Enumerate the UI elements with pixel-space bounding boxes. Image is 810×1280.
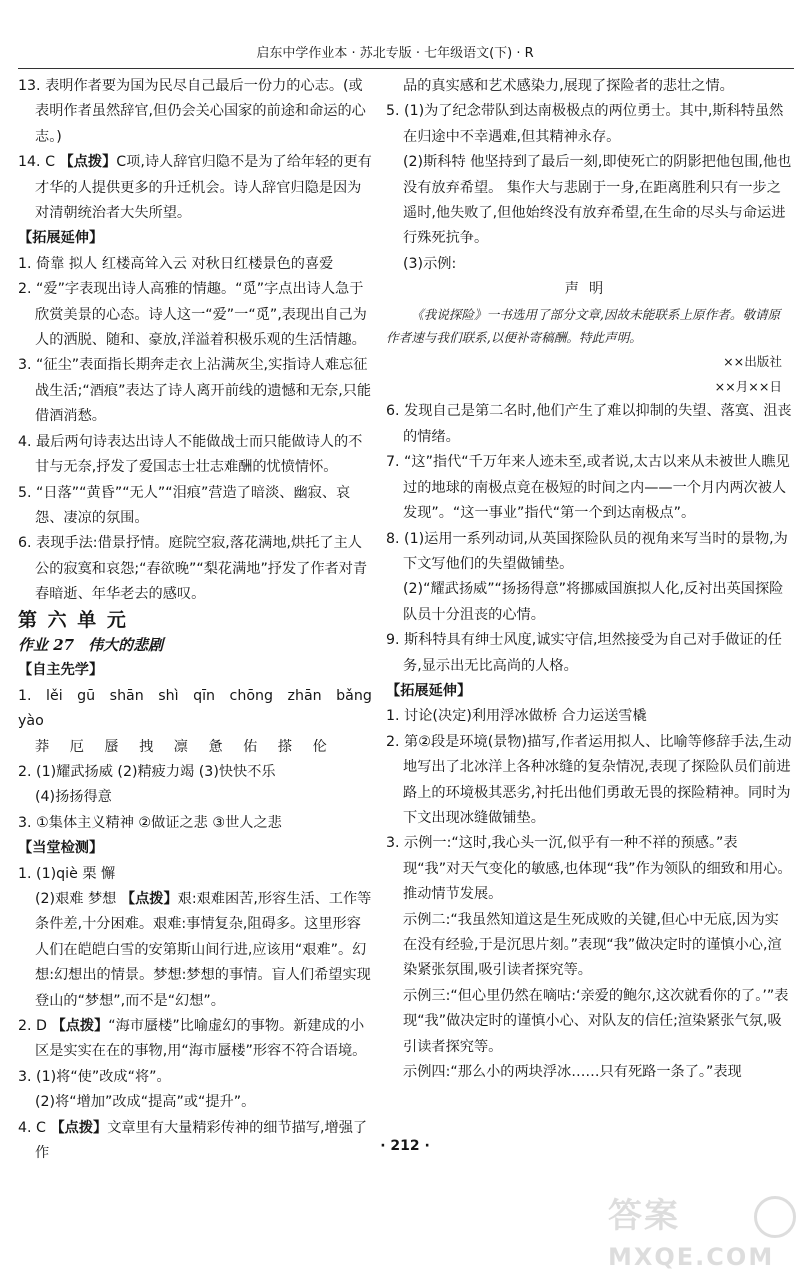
right-column	[386, 74, 792, 1085]
header-divider	[18, 68, 794, 69]
pinyin-line: 1. lěi gū shān shì qīn chōng zhān bǎng yào	[18, 687, 372, 730]
left-column	[18, 74, 373, 1166]
extension-answer-5: 5. “日落”“黄昏”“无人”“泪痕”营造了暗淡、幽寂、哀怨、凄凉的氛围。	[18, 484, 351, 526]
answer-9: 9. 斯科特具有绅士风度,诚实守信,坦然接受为自己对手做证的任务,显示出无比高尚的人格。	[386, 632, 782, 674]
declaration-body: 《我说探险》一书选用了部分文章,因故未能联系上原作者。敬请原作者速与我们联系,以便补寄稿酬。特此声明。	[386, 306, 781, 345]
section-header-extension-right: 【拓展延伸】	[386, 682, 472, 699]
answer-6: 6. 发现自己是第二名时,他们产生了难以抑制的失望、落寞、沮丧的情绪。	[386, 403, 792, 445]
hint-tag: 【点拨】	[51, 1018, 109, 1035]
check-answer-1b	[18, 887, 373, 1014]
extension-answer-3-example-1: 3. 示例一:“这时,我心头一沉,似乎有一种不祥的预感。”表现“我”对天气变化的敏感,也体现“我”作为领队的细致和用心。推动情节发展。	[386, 835, 792, 903]
extension-answer-3-example-4: 示例四:“那么小的两块浮冰……只有死路一条了。”表现	[403, 1064, 742, 1081]
answer-5-1: 5. (1)为了纪念带队到达南极极点的两位勇士。其中,斯科特虽然在归途中不幸遇难,但其精神永存。	[386, 103, 784, 145]
running-header: 启东中学作业本 · 苏北专版 · 七年级语文(下) · R	[256, 46, 534, 61]
continued-text: 品的真实感和艺术感染力,展现了探险者的悲壮之情。	[403, 78, 734, 94]
check-answer-1b-pre: (2)艰难 梦想	[35, 891, 117, 907]
extension-answer-2: 2. “爱”字表现出诗人高雅的情趣。“觅”字点出诗人急于欣赏美景的心态。诗人这一“爱”一“觅”,表现出自己为人的洒脱、随和、豪放,洋溢着积极乐观的生活情趣。	[18, 281, 367, 349]
check-answer-4-text: 文章里有大量精彩传神的细节描写,增强了作	[35, 1119, 368, 1162]
watermark-logo	[608, 1190, 798, 1276]
check-answer-4-pre: 4. C	[18, 1119, 46, 1136]
section-header-extension: 【拓展延伸】	[18, 230, 104, 247]
answer-14-text: C项,诗人辞官归隐不是为了给年轻的更有才华的人提供更多的升迁机会。诗人辞官归隐是因为对清朝统治者大失所望。	[35, 154, 372, 222]
answer-8-2: (2)“耀武扬威”“扬扬得意”将挪威国旗拟人化,反衬出英国探险队员十分沮丧的心情。	[403, 581, 784, 623]
declaration-date: ××月××日	[714, 379, 782, 395]
check-answer-3a: 3. (1)将“使”改成“将”。	[18, 1068, 171, 1085]
answer-13: 13. 表明作者要为国为民尽自己最后一份力的心志。(或表明作者虽然辞官,但仍会关心国家的前途和命运的心志。)	[18, 78, 366, 145]
answer-5-2: (2)斯科特 他坚持到了最后一刻,即使死亡的阴影把他包围,他也没有放弃希望。 集作大与悲剧于一身,在距离胜利只有一步之遥时,他失败了,但他始终没有放弃希望,在生命的尽头与命运进行殊死抗争。	[403, 154, 792, 247]
answer-5-3: (3)示例:	[403, 255, 457, 272]
homework-name: 伟大的悲剧	[88, 635, 164, 654]
extension-answer-3-example-3: 示例三:“但心里仍然在嘀咕:‘亲爱的鲍尔,这次就看你的了。’”表现“我”做决定时的谨慎小心、对队友的信任;渲染紧张气氛,吸引读者探究等。	[403, 987, 789, 1055]
prestudy-answer-2: 2. (1)耀武扬威 (2)精疲力竭 (3)快快不乐	[18, 763, 276, 780]
section-header-prestudy: 【自主先学】	[18, 662, 104, 679]
page-number: · 212 ·	[380, 1138, 430, 1154]
check-answer-1a: 1. (1)qiè 栗 懈	[18, 865, 116, 882]
check-answer-1b-text: 艰:艰难困苦,形容生活、工作等条件差,十分困难。艰难:事情复杂,阻碍多。这里形容人们在皑皑白雪的安第斯山间行进,应该用“艰难”。幻想:幻想出的情景。梦想:梦想的事情。盲人们希望实现登山的“梦想”,而不是“幻想”。	[35, 891, 372, 1009]
watermark-badge-icon	[754, 1196, 796, 1238]
prestudy-answer-3: 3. ①集体主义精神 ②做证之悲 ③世人之悲	[18, 814, 282, 831]
hint-tag: 【点拨】	[120, 891, 178, 907]
pinyin-characters: 莽 厄 蜃 拽 凛 惫 佑 搽 伦	[35, 738, 328, 755]
prestudy-answer-2b: (4)扬扬得意	[35, 789, 112, 806]
check-answer-2-pre: 2. D	[18, 1018, 47, 1035]
declaration-org: ××出版社	[723, 353, 782, 369]
check-answer-2-text: “海市蜃楼”比喻虚幻的事物。新建成的小区是实实在在的事物,用“海市蜃楼”形容不符合语境。	[35, 1018, 367, 1060]
check-answer-4	[18, 1116, 373, 1167]
extension-answer-3: 3. “征尘”表面指长期奔走衣上沾满灰尘,实指诗人难忘征战生活;“酒痕”表达了诗人离开前线的遗憾和无奈,只能借酒消愁。	[18, 357, 372, 425]
extension-answer-1: 1. 倚靠 拟人 红楼高耸入云 对秋日红楼景色的喜爱	[18, 255, 334, 272]
check-answer-3b: (2)将“增加”改成“提高”或“提升”。	[35, 1094, 256, 1111]
declaration-title: 声明	[564, 281, 614, 298]
unit-title: 第 六 单 元	[18, 608, 128, 631]
section-header-classcheck: 【当堂检测】	[18, 840, 104, 857]
answer-8-1: 8. (1)运用一系列动词,从英国探险队员的视角来写当时的景物,为下文写他们的失望做铺垫。	[386, 530, 788, 572]
watermark-domain: MXQE.COM	[608, 1243, 775, 1271]
homework-label: 作业 27	[18, 635, 75, 654]
watermark-top-text: 答案	[608, 1196, 680, 1236]
extension-answer-6: 6. 表现手法:借景抒情。庭院空寂,落花满地,烘托了主人公的寂寞和哀怨;“春欲晚”“梨花满地”抒发了作者对青春暗逝、年华老去的感叹。	[18, 535, 368, 603]
check-answer-2	[18, 1014, 373, 1065]
hint-tag: 【点拨】	[59, 154, 117, 171]
homework-title	[18, 633, 373, 658]
hint-tag: 【点拨】	[50, 1119, 108, 1136]
answer-7: 7. “这”指代“千万年来人迹未至,或者说,太古以来从未被世人瞧见过的地球的南极点竟在极短的时间之内——一个月内两次被人发现”。“这一事业”指代“第一个到达南极点”。	[386, 454, 790, 522]
extension-answer-3-example-2: 示例二:“我虽然知道这是生死成败的关键,但心中无底,因为实在没有经验,于是沉思片刻。”表现“我”做决定时的谨慎小心,渲染紧张氛围,吸引读者探究等。	[403, 911, 782, 979]
answer-14-num: 14. C	[18, 154, 55, 171]
extension-answer-2-right: 2. 第②段是环境(景物)描写,作者运用拟人、比喻等修辞手法,生动地写出了北冰洋上各种冰缝的复杂情况,表现了探险队员们前进路上的环境极其恶劣,衬托出他们勇敢无畏的探险精神。同时为下文出现冰缝做铺垫。	[386, 733, 792, 826]
answer-14	[18, 150, 373, 226]
extension-answer-1-right: 1. 讨论(决定)利用浮冰做桥 合力运送雪橇	[386, 708, 647, 725]
extension-answer-4: 4. 最后两句诗表达出诗人不能做战士而只能做诗人的不甘与无奈,抒发了爱国志士壮志难酬的忧愤情怀。	[18, 433, 363, 476]
